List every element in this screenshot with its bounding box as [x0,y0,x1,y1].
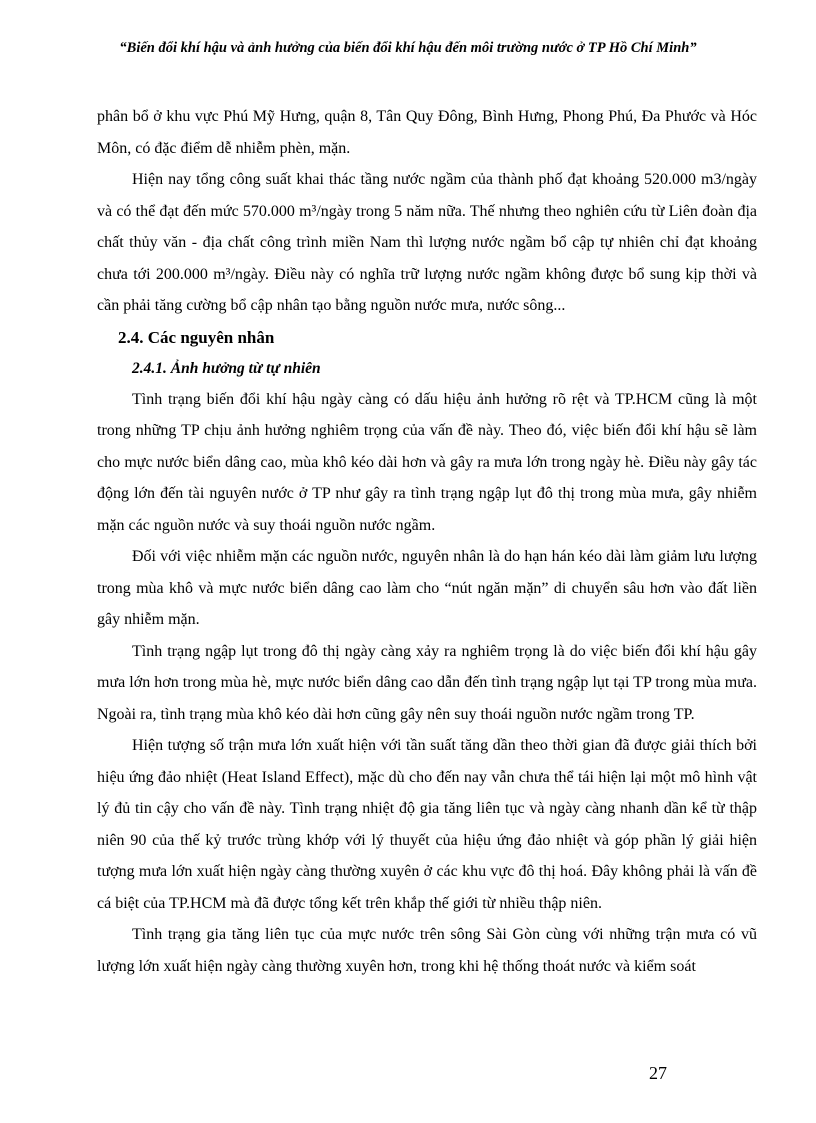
subsection-heading: 2.4.1. Ảnh hưởng từ tự nhiên [132,359,321,377]
paragraph-heat-island: Hiện tượng số trận mưa lớn xuất hiện với tần suất tăng dần theo thời gian đã được giải thích bởi hiệu ứng đảo nhiệt (Heat Island Effect), mặc dù cho đến nay vẫn chưa thể tái hiện lại một mô hình vật lý đủ tin cậy cho vấn đề này. Tình trạng nhiệt độ gia tăng liên tục và ngày càng nhanh dần kể từ thập niên 90 của thế kỷ trước trùng khớp với lý thuyết của hiệu ứng đảo nhiệt và góp phần lý giải hiện tượng mưa lớn xuất hiện ngày càng thường xuyên ở các khu vực đô thị hoá. Đây không phải là vấn đề cá biệt của TP.HCM mà đã được tổng kết trên khắp thế giới từ nhiều thập niên. [97,737,757,912]
page-number: 27 [649,1063,667,1083]
paragraph-climate-impact: Tình trạng biến đổi khí hậu ngày càng có dấu hiệu ảnh hưởng rõ rệt và TP.HCM cũng là một trong những TP chịu ảnh hưởng nghiêm trọng của vấn đề này. Theo đó, việc biến đổi khí hậu sẽ làm cho mực nước biển dâng cao, mùa khô kéo dài hơn và gây ra mưa lớn trong ngày hè. Điều này gây tác động lớn đến tài nguyên nước ở TP như gây ra tình trạng ngập lụt đô thị trong mùa mưa, gây nhiễm mặn các nguồn nước và suy thoái nguồn nước ngầm. [97,390,757,534]
section-heading: 2.4. Các nguyên nhân [118,327,275,347]
paragraph-flooding: Tình trạng ngập lụt trong đô thị ngày càng xảy ra nghiêm trọng là do việc biến đổi khí hậu gây mưa lớn hơn trong mùa hè, mực nước biển dâng cao dẫn đến tình trạng ngập lụt tại TP trong mùa mưa. Ngoài ra, tình trạng mùa khô kéo dài hơn cũng gây nên suy thoái nguồn nước ngầm trong TP. [97,642,757,723]
document-header: “Biến đổi khí hậu và ảnh hưởng của biến đổi khí hậu đến môi trường nước ở TP Hồ Chí Minh” [119,40,697,56]
paragraph-salinity: Đối với việc nhiễm mặn các nguồn nước, nguyên nhân là do hạn hán kéo dài làm giảm lưu lượng trong mùa khô và mực nước biển dâng cao làm cho “nút ngăn mặn” di chuyển sâu hơn vào đất liền gây nhiễm mặn. [97,548,757,628]
document-body [97,101,757,982]
paragraph-groundwater-capacity: Hiện nay tổng công suất khai thác tầng nước ngầm của thành phố đạt khoảng 520.000 m3/ngày và có thể đạt đến mức 570.000 m³/ngày trong 5 năm nữa. Thế nhưng theo nghiên cứu từ Liên đoàn địa chất thủy văn - địa chất công trình miền Nam thì lượng nước ngầm bổ cập tự nhiên chỉ đạt khoảng chưa tới 200.000 m³/ngày. Điều này có nghĩa trữ lượng nước ngầm không được bổ sung kịp thời và cần phải tăng cường bổ cập nhân tạo bằng nguồn nước mưa, nước sông... [97,171,757,314]
paragraph-saigon-river: Tình trạng gia tăng liên tục của mực nước trên sông Sài Gòn cùng với những trận mưa có vũ lượng lớn xuất hiện ngày càng thường xuyên hơn, trong khi hệ thống thoát nước và kiểm soát [97,926,757,975]
paragraph-continuation: phân bổ ở khu vực Phú Mỹ Hưng, quận 8, Tân Quy Đông, Bình Hưng, Phong Phú, Đa Phước và Hóc Môn, có đặc điểm dễ nhiễm phèn, mặn. [97,108,757,157]
